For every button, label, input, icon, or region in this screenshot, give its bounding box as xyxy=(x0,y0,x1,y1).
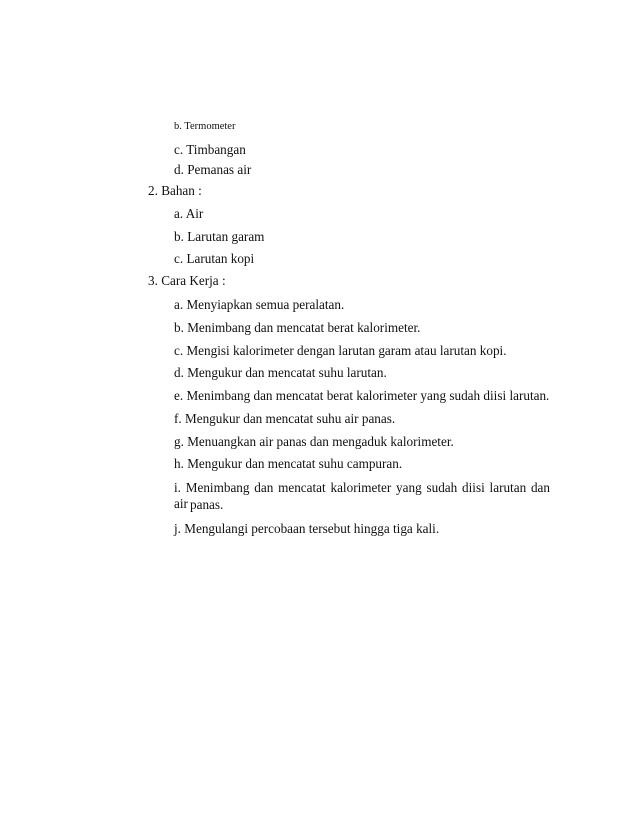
bahan-item-larutan-garam: b. Larutan garam xyxy=(174,229,265,244)
cara-kerja-step-b: b. Menimbang dan mencatat berat kalorimeter. xyxy=(174,320,421,335)
bahan-item-larutan-kopi: c. Larutan kopi xyxy=(174,251,255,266)
alat-item-termometer: b. Termometer xyxy=(174,121,236,132)
cara-kerja-step-e: e. Menimbang dan mencatat berat kalorimeter yang sudah diisi larutan. xyxy=(174,388,550,403)
alat-item-timbangan: c. Timbangan xyxy=(174,142,246,157)
bahan-heading: 2. Bahan : xyxy=(148,183,202,198)
cara-kerja-step-i-continuation: panas. xyxy=(190,497,224,512)
bahan-item-air: a. Air xyxy=(174,206,204,221)
cara-kerja-step-c: c. Mengisi kalorimeter dengan larutan garam atau larutan kopi. xyxy=(174,343,507,358)
cara-kerja-step-h: h. Mengukur dan mencatat suhu campuran. xyxy=(174,456,403,471)
cara-kerja-step-g: g. Menuangkan air panas dan mengaduk kalorimeter. xyxy=(174,434,454,449)
alat-item-pemanas-air: d. Pemanas air xyxy=(174,162,252,177)
cara-kerja-step-f: f. Mengukur dan mencatat suhu air panas. xyxy=(174,411,396,426)
cara-kerja-heading: 3. Cara Kerja : xyxy=(148,273,226,288)
cara-kerja-step-j: j. Mengulangi percobaan tersebut hingga tiga kali. xyxy=(174,521,440,536)
cara-kerja-step-a: a. Menyiapkan semua peralatan. xyxy=(174,297,345,312)
cara-kerja-step-d: d. Mengukur dan mencatat suhu larutan. xyxy=(174,365,387,380)
cara-kerja-step-i: i. Menimbang dan mencatat kalorimeter yang sudah diisi larutan dan air xyxy=(174,480,550,511)
